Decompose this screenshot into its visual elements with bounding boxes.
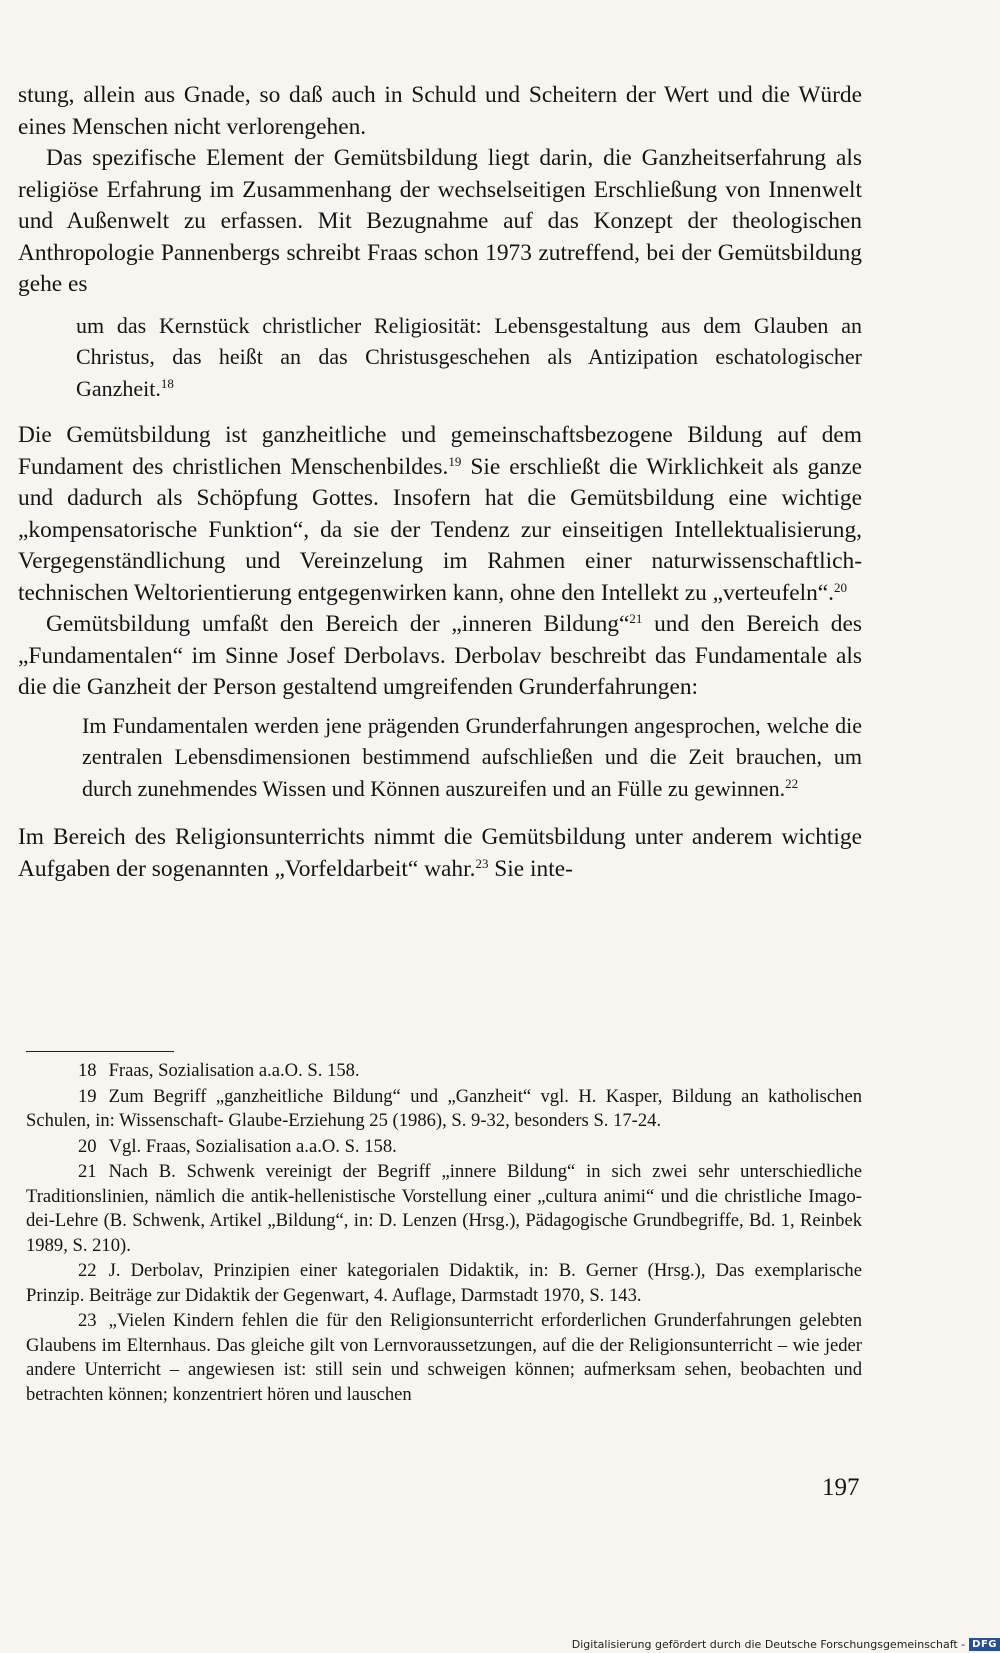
digitization-credit	[572, 1636, 1000, 1653]
quote-2-text: Im Fundamentalen werden jene prägenden Grunderfahrungen angesprochen, welche die zentralen Lebensdimensionen bestimmend aufschließen und die Zeit brauchen, um durch zunehmendes Wissen und Können auszureifen und an Fülle zu gewinnen.	[82, 712, 862, 801]
footnote-text: J. Derbolav, Prinzipien einer kategorialen Didaktik, in: B. Gerner (Hrsg.), Das exemplarische Prinzip. Beiträge zur Didaktik der Gegenwart, 4. Auflage, Darmstadt 1970, S. 143.	[26, 1260, 862, 1306]
footnote-text: Fraas, Sozialisation a.a.O. S. 158.	[108, 1060, 360, 1081]
paragraph-2: Das spezifische Element der Gemütsbildung liegt darin, die Ganzheitserfahrung als religiöse Erfahrung im Zusammenhang der wechselseitigen Erschließung von Innenwelt und Außenwelt zu erfassen. Mit Bezugnahme auf das Konzept der theologischen Anthropologie Pannenbergs schreibt Fraas schon 1973 zutreffend, bei der Gemütsbildung gehe es	[18, 145, 862, 297]
paragraph-4-part-b: und den Bereich des „Fundamentalen“ im Sinne Josef Derbolavs. Derbolav beschreibt das Fundamentale als die die Ganzheit der Person gestaltend umgreifenden Grunderfahrungen:	[18, 611, 862, 700]
block-quote-1	[18, 310, 862, 405]
footnote-18	[26, 1059, 862, 1084]
footnote-divider	[26, 1051, 174, 1052]
main-text	[18, 80, 862, 885]
footnote-ref-18[interactable]: 18	[160, 375, 174, 391]
footnote-ref-21[interactable]: 21	[629, 611, 643, 626]
paragraph-5	[18, 822, 862, 885]
paragraph-5-part-b: Sie inte-	[488, 855, 573, 882]
paragraph-3	[18, 420, 862, 609]
block-quote-2	[18, 710, 862, 805]
paragraph-5-part-a: Im Bereich des Religionsunterrichts nimmt die Gemütsbildung unter anderem wichtige Aufgaben der sogenannten „Vorfeldarbeit“ wahr.	[18, 824, 862, 882]
footnote-number: 22	[78, 1260, 97, 1281]
footnote-ref-19[interactable]: 19	[448, 453, 462, 469]
footnote-19	[26, 1085, 862, 1134]
footnote-number: 20	[78, 1135, 97, 1157]
paragraph-4	[18, 609, 862, 704]
paragraph-3-part-a: Die Gemütsbildung ist ganzheitliche und gemeinschaftsbezogene Bildung auf dem Fundament des christlichen Menschenbildes.	[18, 422, 862, 480]
dfg-logo[interactable]: DFG	[969, 1638, 1000, 1651]
credit-text: Digitalisierung gefördert durch die Deutsche Forschungsgemeinschaft -	[571, 1638, 966, 1651]
footnote-text: „Vielen Kindern fehlen die für den Religionsunterricht erforderlichen Grunderfahrungen gelebten Glaubens im Elternhaus. Das gleiche gilt von Lernvoraussetzungen, auf die der Religionsunterricht – wie jeder andere Unterricht – angewiesen ist: still sein und schweigen können; aufmerksam sehen, beobachten und betrachten können; konzentriert hören und lauschen	[26, 1310, 862, 1405]
footnote-number: 18	[78, 1060, 97, 1081]
footnotes	[26, 1059, 862, 1408]
footnote-ref-23[interactable]: 23	[475, 855, 489, 871]
footnote-number: 21	[78, 1161, 97, 1182]
footnote-21	[26, 1160, 862, 1258]
footnote-text: Nach B. Schwenk vereinigt der Begriff „innere Bildung“ in sich zwei sehr unterschiedliche Traditionslinien, nämlich die antik-hellenistische Vorstellung einer „cultura animi“ und die christliche Imago-dei-Lehre (B. Schwenk, Artikel „Bildung“, in: D. Lenzen (Hrsg.), Pädagogische Grundbegriffe, Bd. 1, Reinbek 1989, S. 210).	[26, 1161, 862, 1256]
footnote-number: 19	[78, 1085, 97, 1107]
paragraph-1: stung, allein aus Gnade, so daß auch in Schuld und Scheitern der Wert und die Würde eines Menschen nicht verlorengehen.	[18, 82, 862, 140]
footnote-ref-20[interactable]: 20	[834, 579, 848, 595]
page-number: 197	[822, 1474, 860, 1501]
footnote-23	[26, 1309, 862, 1407]
paragraph-4-part-a: Gemütsbildung umfaßt den Bereich der „inneren Bildung“	[46, 611, 630, 637]
quote-1-text: um das Kernstück christlicher Religiosität: Lebensgestaltung aus dem Glauben an Christus, das heißt an das Christusgeschehen als Antizipation eschatologischer Ganzheit.	[76, 312, 862, 401]
footnote-ref-22[interactable]: 22	[785, 775, 799, 791]
footnote-number: 23	[78, 1310, 97, 1331]
footnote-20	[26, 1135, 862, 1160]
footnote-22	[26, 1259, 862, 1308]
paragraph-3-part-b: Sie erschließt die Wirklichkeit als ganze und dadurch als Schöpfung Gottes. Insofern hat die Gemütsbildung eine wichtige „kompensatorische Funktion“, da sie der Tendenz zur einseitigen Intellektualisierung, Vergegenständlichung und Vereinzelung im Rahmen einer naturwissenschaftlich-technischen Weltorientierung entgegenwirken kann, ohne den Intellekt zu „verteufeln“.	[18, 453, 862, 606]
footnote-text: Zum Begriff „ganzheitliche Bildung“ und „Ganzheit“ vgl. H. Kasper, Bildung an katholischen Schulen, in: Wissenschaft- Glaube-Erziehung 25 (1986), S. 9-32, besonders S. 17-24.	[26, 1085, 862, 1131]
footnote-text: Vgl. Fraas, Sozialisation a.a.O. S. 158.	[108, 1135, 397, 1157]
